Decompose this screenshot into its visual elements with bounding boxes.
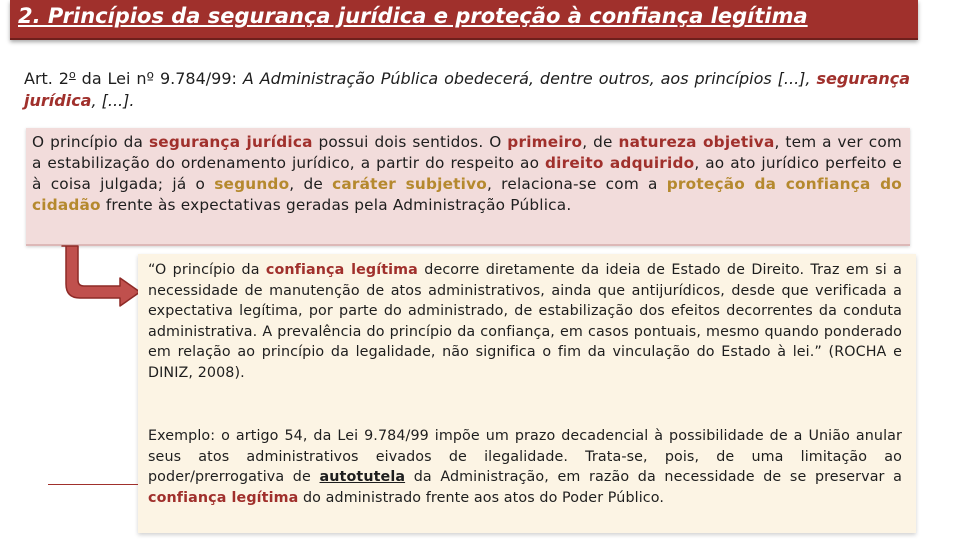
law-quote-highlight: segurança jurídica xyxy=(24,69,911,110)
divider-line xyxy=(48,484,138,485)
text-run: “O princípio da xyxy=(148,262,266,278)
text-run: da Administração, em razão da necessidade de se preservar a xyxy=(405,469,902,485)
text-run: decorre diretamente da ideia de Estado de Direito. Traz em si a necessidade de manutenção de atos administrativos, ainda que antijurídicos, desde que verificada a expectativa legítima, por parte do administrado, de estabilização dos efeitos decorrentes da conduta administrativa. A prevalência do princípio da confiança, em casos pontuais, mesmo quando ponderado em relação ao princípio da legalidade, não significa o fim da vinculação do Estado à lei.” (ROCHA e DINIZ, 2008). xyxy=(148,262,902,381)
text-run: , de xyxy=(582,133,619,151)
highlight-term: primeiro xyxy=(507,133,583,151)
legal-certainty-box xyxy=(26,128,910,246)
text-run: , de xyxy=(289,175,333,193)
text-run: , relaciona-se com a xyxy=(487,175,667,193)
text-run: frente às expectativas geradas pela Administração Pública. xyxy=(100,196,572,214)
law-quote-part2: , [...]. xyxy=(91,91,135,110)
bold-term: autotutela xyxy=(319,469,406,485)
highlight-term: segurança jurídica xyxy=(148,133,313,151)
page-title: 2. Princípios da segurança jurídica e proteção à confiança legítima xyxy=(18,4,808,28)
highlight-term: confiança legítima xyxy=(265,262,418,278)
text-run: possui dois sentidos. O xyxy=(312,133,508,151)
law-article: Art. 2 xyxy=(24,69,69,88)
text-run: , tem a ver com a estabilização do ordenamento jurídico, a partir do respeito ao xyxy=(32,133,902,172)
highlight-term: confiança legítima xyxy=(148,489,299,506)
highlight-term: proteção da confiança do cidadão xyxy=(32,175,902,214)
law-citation xyxy=(24,64,910,112)
text-run: , ao ato jurídico perfeito e à coisa julgada; já o xyxy=(32,154,902,193)
title-bar xyxy=(10,0,918,40)
legitimate-trust-box xyxy=(138,254,916,533)
law-reference: da Lei nº 9.784/99: xyxy=(75,69,243,88)
example-paragraph xyxy=(148,426,902,508)
text-run: O princípio da xyxy=(32,133,149,151)
highlight-term: segundo xyxy=(214,175,290,193)
highlight-term: natureza objetiva xyxy=(618,133,775,151)
highlight-term: caráter subjetivo xyxy=(332,175,487,193)
law-quote-part1: A Administração Pública obedecerá, dentre outros, aos princípios [...], xyxy=(242,69,817,88)
text-run: do administrado frente aos atos do Poder Público. xyxy=(298,489,664,506)
ordinal-mark: o xyxy=(69,68,76,81)
highlight-term: direito adquirido xyxy=(545,154,695,172)
legal-certainty-text xyxy=(32,132,902,216)
doctrine-quote xyxy=(148,260,902,383)
text-run: Exemplo: o artigo 54, da Lei 9.784/99 impõe um prazo decadencial à possibilidade de a União anular seus atos administrativos eivados de ilegalidade. Trata-se, pois, de uma limitação ao poder/prerrogativa de xyxy=(148,428,902,485)
